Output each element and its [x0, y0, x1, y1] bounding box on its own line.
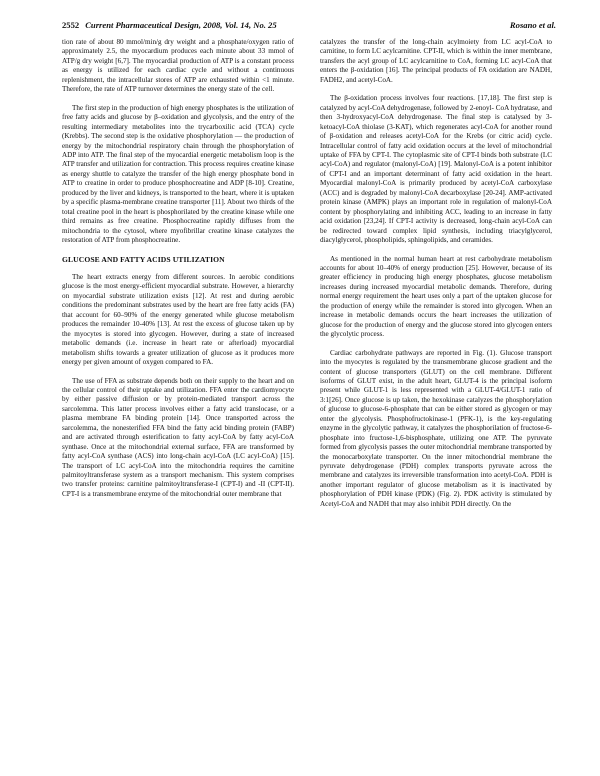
paragraph: As mentioned in the normal human heart at rest carbohydrate metabolism accounts for about 10–40% of energy production [25]. However, because of its greater efficiency in producing high energy phosphates, glucose metabolism increases during increased myocardial metabolic demands. Therefore, during normal energy requirement the heart uses only a part of the uptaken glucose for the production of energy while the remainder is stored into glycogen. When an increase in metabolic demands occurs the heart increases the utilization of glucose for the production of energy and the glucose stored into glycogen enters the glycolytic process. — [320, 254, 552, 339]
paragraph: Cardiac carbohydrate pathways are reported in Fig. (1). Glucose transport into the myocytes is regulated by the transmembrane glucose gradient and the content of glucose transporters (GLUT) on the cell membrane. Different isoforms of GLUT exist, in the adult heart, GLUT-4 is the principal isoform present while GLUT-1 is less represented with a GLUT-4/GLUT-1 ratio of 3:1[26]. Once glucose is up taken, the hexokinase catalyzes the phosphorylation of glucose to glucose-6-phosphate that can be either stored as glycogen or may enter the glycolysis. Phosphofructokinase-1 (PFK-1), is the key-regulating enzyme in the glycolytic pathway, it catalyzes the phosphorilation of fructose-6-phosphate into fructose-1,6-bisphosphate, utilizing one ATP. The pyruvate formed from glycolysis passes the outer mitochondrial membrane transported by the monocarboxylate transporter. On the inner mitochondrial membrane the pyruvate dehydrogenase (PDH) complex transports pyruvate across the membrane and catalyzes its irreversible transformation into acetyl-CoA. PDH is another important regulator of glucose metabolism as it is inactivated by phosphorylation of PDH kinase (PDK) (Fig. 2). PDK activity is stimulated by Acetyl-CoA and NADH that may also inhibit PDH directly. On the — [320, 348, 552, 508]
paragraph: tion rate of about 80 mmol/min/g dry weight and a phosphate/oxygen ratio of approximately 2.5, the myocardium produces each minute about 33 mmol of ATP/g dry weight [6,7]. The myocardial production of ATP is a constant process as energy is utilized for each cardiac cycle and without a continuous replenishment, the intracellular stores of ATP are exhausted within <1 minute. Therefore, the rate of ATP turnover determines the energy state of the cell. — [62, 38, 294, 94]
paragraph: The use of FFA as substrate depends both on their supply to the heart and on the cellular control of their uptake and utilization. FFA enter the cardiomyocyte by either passive diffusion or by protein-mediated transport across the sarcolemma. This latter process involves either a fatty acid translocase, or a plasma membrane FA binding protein [14]. Once transported across the sarcolemma, the nonesterified FFA bind the fatty acid binding protein (FABP) and are activated through esterification to fatty acyl-CoA by fatty acyl-CoA synthase. Once at the mitochondrial external surface, FFA are transformed by fatty acyl-CoA synthase (ACS) into long-chain acyl-CoA (LC acyl-CoA) [15]. The transport of LC acyl-CoA into the mitochondria requires the carnitine palmitoyltransferase system as a transport mechanism. This system comprises two transfer proteins: carnitine palmitoyltransferase-I (CPT-I) and -II (CPT-II). CPT-I is a transmembrane enzyme of the mitochondrial outer membrane that — [62, 376, 294, 498]
section-heading: GLUCOSE AND FATTY ACIDS UTILIZATION — [62, 254, 225, 264]
running-header — [62, 20, 556, 34]
paragraph: The heart extracts energy from different sources. In aerobic conditions glucose is the most energy-efficient myocardial substrate. However, a hierarchy on myocardial substrate utilization exists [12]. At rest and during aerobic conditions the predominant substrates used by the heart are free fatty acids (FA) that account for 60–90% of the energy generated while glucose metabolism produces the remainder 10-40% [13]. At rest the excess of glucose taken up by the myocytes is stored into glycogen. However, during a state of increased metabolic demands (i.e. increase in heart rate or afterload) myocardial metabolism shifts towards a greater utilization of glucose as it produces more energy per given amount of oxygen compared to FA. — [62, 272, 294, 367]
paragraph: catalyzes the transfer of the long-chain acylmoiety from LC acyl-CoA to carnitine, to form LC acylcarnitine. CPT-II, which is within the inner membrane, transfers the acyl group of LC acylcarnitine to CoA, forming LC acyl-CoA that enters the β-oxidation [16]. The principal products of FA oxidation are NADH, FADH2, and acetyl-CoA. — [320, 38, 552, 84]
journal-citation: Current Pharmaceutical Design, 2008, Vol. 14, No. 25 — [85, 20, 277, 30]
left-column — [62, 38, 294, 508]
running-authors: Rosano et al. — [509, 20, 556, 30]
paragraph: The first step in the production of high energy phosphates is the utilization of free fatty acids and glucose by β–oxidation and glycolysis, and the entry of the resulting intermediary metabolites into the trycarboxilic acid (TCA) cycle (Krebbs). The second step is the oxidative phosphorylation — the production of energy by the mitochondrial respiratory chain through the phosphorylation of ADP into ATP. The final step of the myocardial energetic metabolism loop is the ATP transfer and utilization for contraction. This process requires creatine kinase as energy shuttle to catalyze the transfer of the high energy phosphate bond in ATP to creatine in order to produce phosphocreatine and ADP [8-10]. Creatine, produced by the liver and kidneys, is transported to the heart, where it is uptaken by a specific plasma-membrane creatine transporter [11]. About two thirds of the total creatine pool in the heart is phosphorilated by the creatine kinase while one third remains as free creatine. Phosphocreatine rapidly diffuses from the mitochondria to the cytosol, where myofibrillar creatine kinase catalyzes the restoration of ATP from phosphocreatine. — [62, 103, 294, 245]
paragraph: The β-oxidation process involves four reactions. [17,18]. The first step is catalyzed by acyl-CoA dehydrogenase, followed by 2-enoyl- CoA hydratase, and then 3-hydroxyacyl-CoA dehydrogenase. The final step is catalysed by 3-ketoacyl-CoA thiolase (3-KAT), which regenerates acyl-CoA for another round of β-oxidation and releases acetyl-CoA for the Krebs (or citric acid) cycle. Intracellular control of fatty acid oxidation occurs at the level of mitochondrial uptake of FFA by CPT-I. The cytoplasmic site of CPT-I binds both substrate (LC acyl-CoA) and regulator (malonyl-CoA) [19]. Malonyl-CoA is a potent inhibitor of CPT-I and an important determinant of fatty acid oxidation in the heart. Myocardial malonyl-CoA is primarily produced by acetyl-CoA carboxylase (ACC) and is degraded by malonyl-CoA decarboxylase [20-24]. AMP-activated protein kinase (AMPK) plays an important role in regulation of malonyl-CoA content by phosphorylating and inhibiting ACC, leading to an increase in fatty acid oxidation [23,24]. If CPT-I activity is decreased, long-chain acyl-CoA can be redirected toward complex lipid synthesis, including triacylglycerol, diacylglycerol, phospholipids, sphingolipids, and ceramides. — [320, 94, 552, 245]
right-column — [320, 38, 552, 518]
page-number: 2552 — [62, 20, 80, 30]
